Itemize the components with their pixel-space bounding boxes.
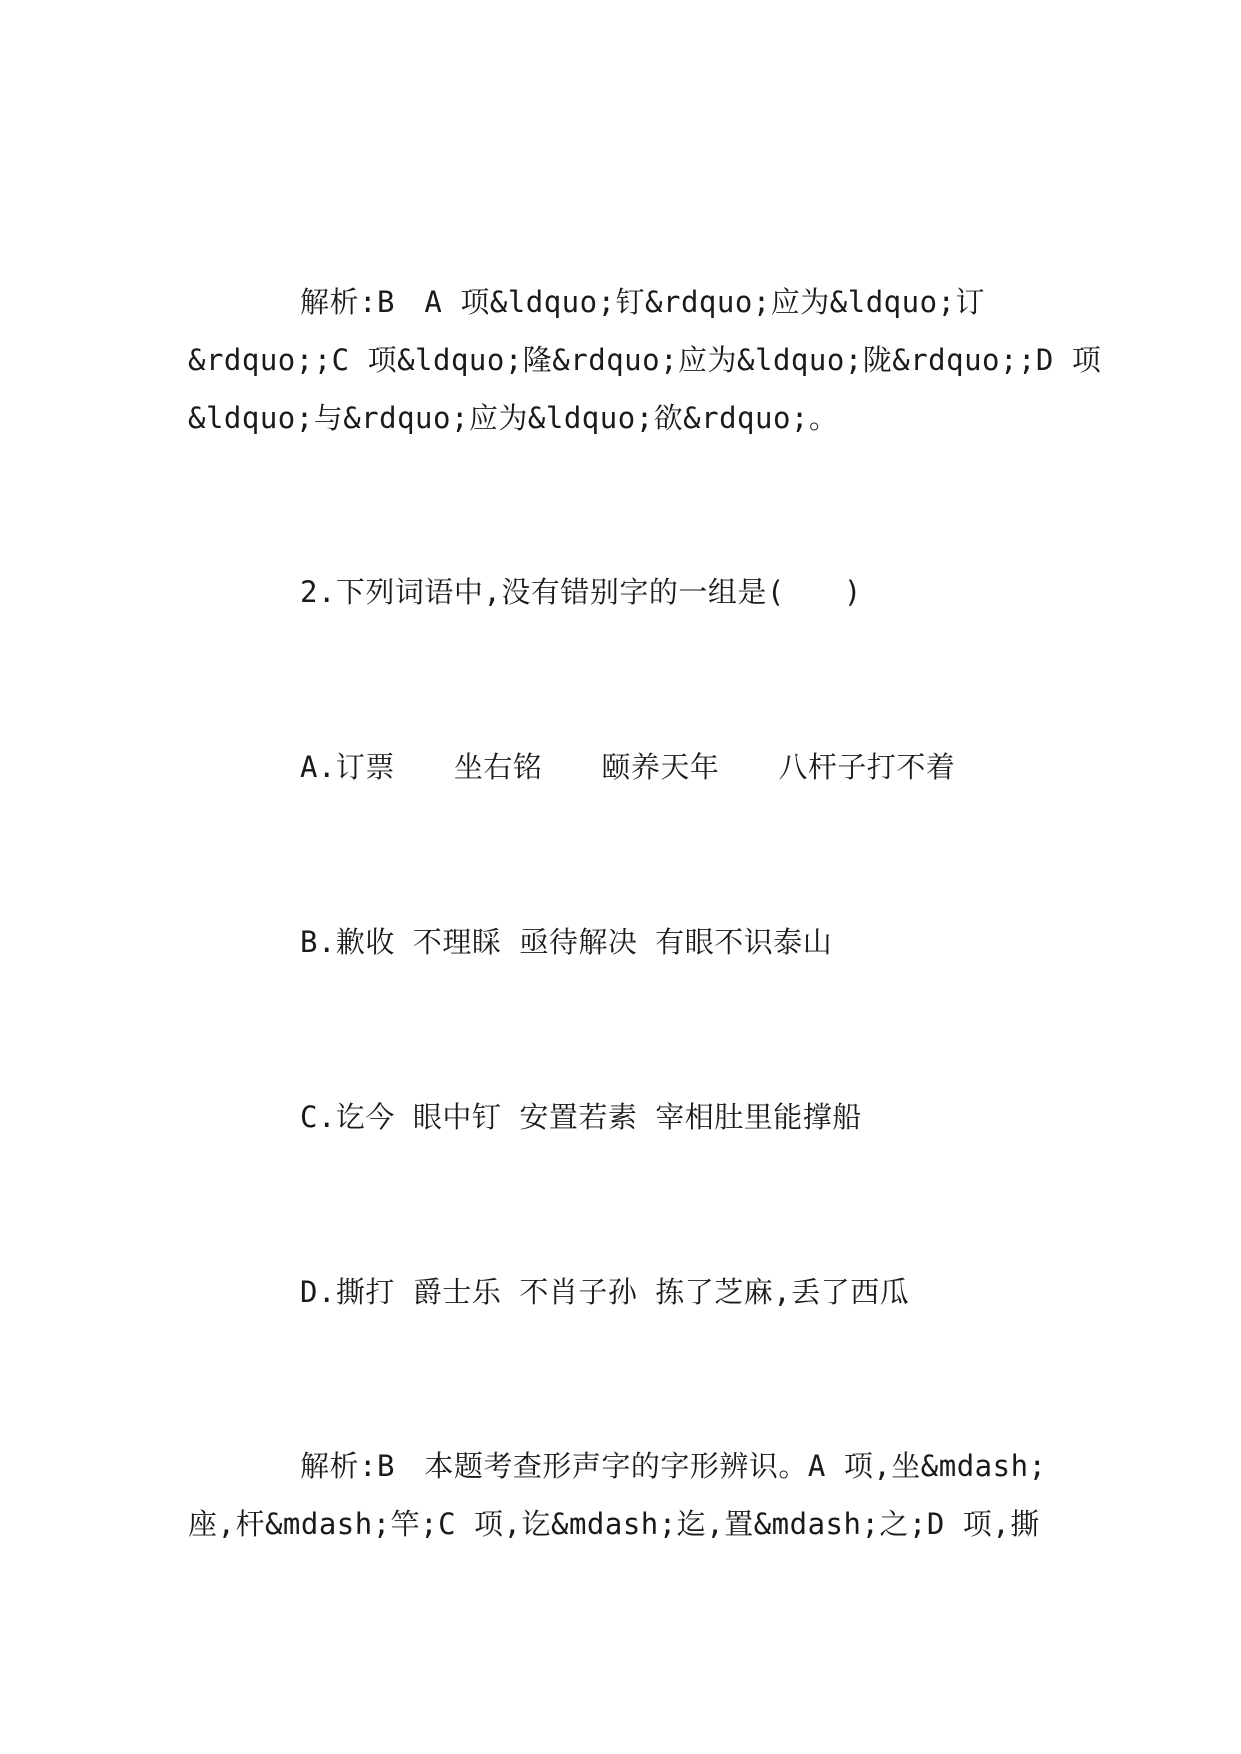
question-2-stem: 2.下列词语中,没有错别字的一组是( ) bbox=[300, 575, 862, 609]
analysis-1-line-1: 解析:B A 项&ldquo;钉&rdquo;应为&ldquo;订 bbox=[300, 285, 985, 319]
analysis-2-line-1: 解析:B 本题考查形声字的字形辨识。A 项,坐&mdash; bbox=[300, 1449, 1047, 1483]
analysis-1-line-3: &ldquo;与&rdquo;应为&ldquo;欲&rdquo;。 bbox=[188, 401, 839, 435]
option-c: C.讫今 眼中钉 安置若素 宰相肚里能撑船 bbox=[300, 1100, 862, 1134]
option-a: A.订票 坐右铭 颐养天年 八杆子打不着 bbox=[300, 750, 956, 784]
analysis-1-line-2: &rdquo;;C 项&ldquo;隆&rdquo;应为&ldquo;陇&rdquo;;D 项 bbox=[188, 343, 1102, 377]
analysis-2-line-2: 座,杆&mdash;竿;C 项,讫&mdash;迄,置&mdash;之;D 项,撕 bbox=[188, 1507, 1040, 1541]
option-d: D.撕打 爵士乐 不肖子孙 拣了芝麻,丢了西瓜 bbox=[300, 1275, 910, 1309]
option-b: B.歉收 不理睬 亟待解决 有眼不识泰山 bbox=[300, 925, 833, 959]
